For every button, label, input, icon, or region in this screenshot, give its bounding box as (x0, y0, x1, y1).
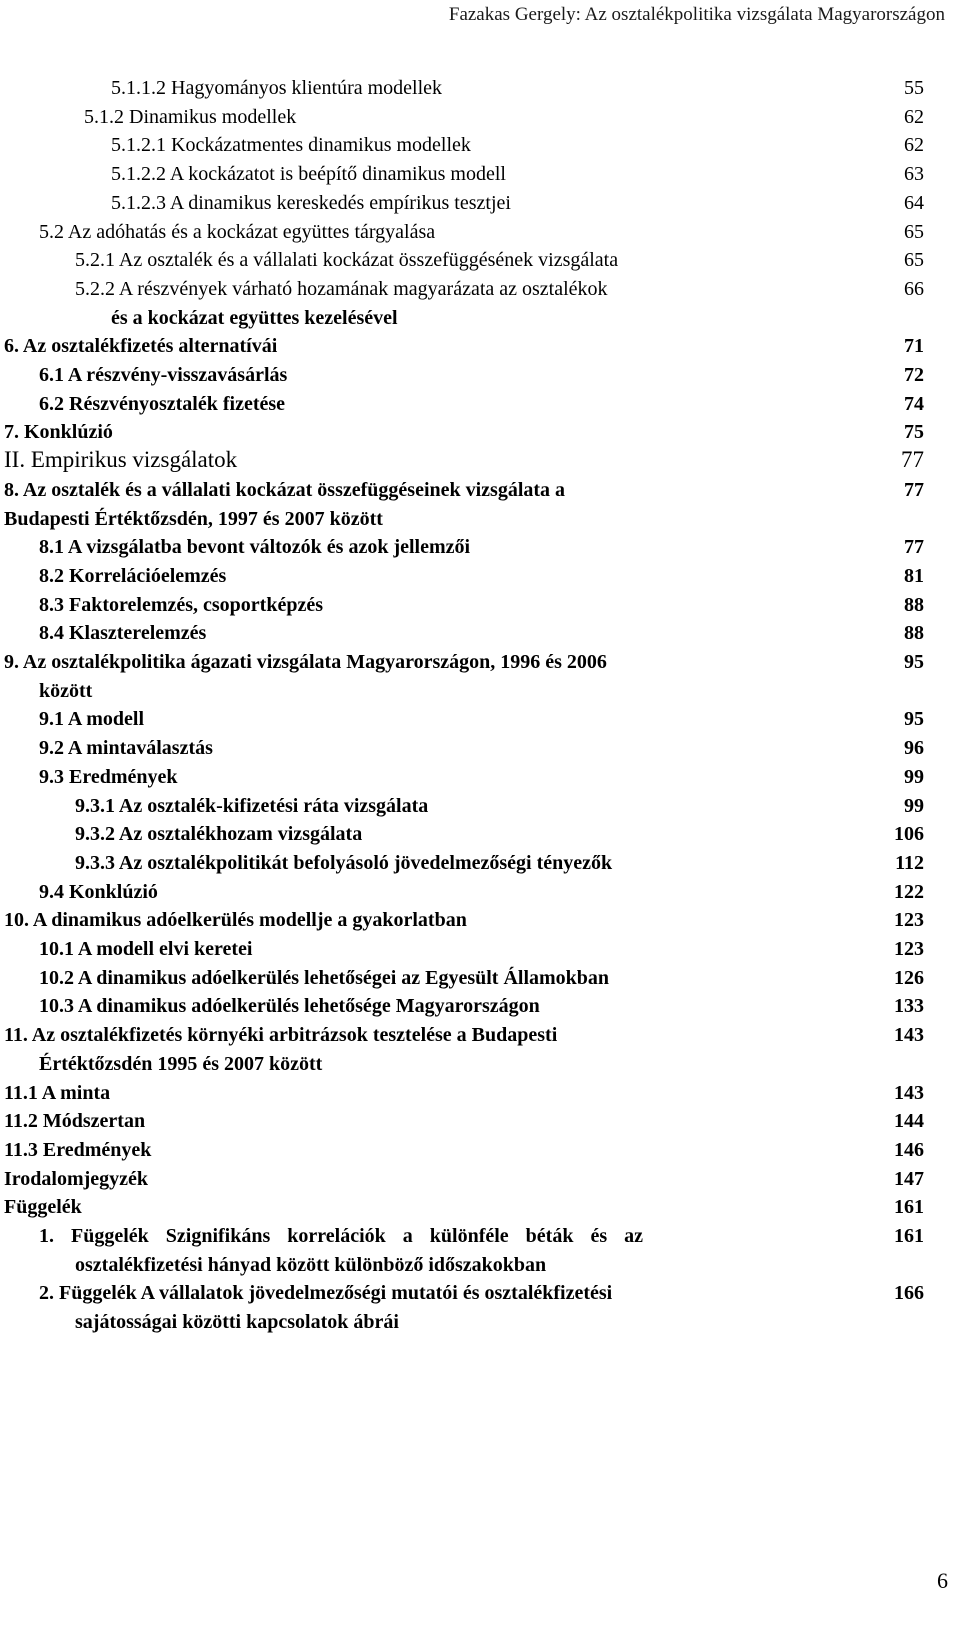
toc-entry-title: 10. A dinamikus adóelkerülés modellje a gyakorlatban (4, 909, 467, 932)
toc-entry (0, 103, 960, 132)
toc-entry-page: 147 (894, 1167, 924, 1190)
toc-entry (0, 304, 960, 333)
toc-entry-page: 143 (894, 1024, 924, 1047)
toc-entry (0, 705, 960, 734)
toc-entry-page: 88 (904, 593, 924, 616)
toc-entry-title: 5.1.2.2 A kockázatot is beépítő dinamikus modell (111, 163, 506, 186)
toc-entry-page: 112 (895, 851, 924, 874)
toc-entry-page: 74 (904, 392, 924, 415)
toc-entry (0, 906, 960, 935)
running-header: Fazakas Gergely: Az osztalékpolitika vizsgálata Magyarországon (448, 4, 945, 25)
toc-entry-title: 10.3 A dinamikus adóelkerülés lehetősége Magyarországon (39, 995, 540, 1018)
toc-entry (0, 1222, 960, 1251)
toc-entry-title: sajátosságai közötti kapcsolatok ábrái (75, 1311, 399, 1334)
toc-entry-page: 143 (894, 1081, 924, 1104)
toc-entry-title: 5.1.1.2 Hagyományos klientúra modellek (111, 77, 443, 99)
toc-entry-page: 77 (904, 536, 924, 559)
toc-entry (0, 734, 960, 763)
toc-entry (0, 1308, 960, 1337)
toc-entry-title: 8.4 Klaszterelemzés (39, 622, 207, 645)
toc-entry-title: 7. Konklúzió (4, 421, 113, 444)
page-number: 6 (937, 1568, 948, 1593)
toc-entry (0, 505, 960, 534)
toc-entry (0, 591, 960, 620)
toc-entry (0, 332, 960, 361)
toc-entry (0, 1193, 960, 1222)
toc-entry (0, 763, 960, 792)
toc-entry-page: 64 (904, 191, 924, 214)
toc-entry (0, 390, 960, 419)
toc-entry-page: 65 (904, 249, 924, 272)
toc-entry-page: 81 (904, 564, 924, 587)
toc-entry-title: 8.1 A vizsgálatba bevont változók és azok jellemzői (39, 536, 471, 559)
toc-entry-title: 9.3 Eredmények (39, 765, 178, 788)
toc-entry (0, 820, 960, 849)
toc-entry-title: 5.1.2.3 A dinamikus kereskedés empírikus tesztjei (111, 191, 511, 214)
toc-entry (0, 74, 960, 103)
toc-entry-title: Értéktőzsdén 1995 és 2007 között (39, 1052, 323, 1075)
toc-entry (0, 361, 960, 390)
toc-entry-title: 8. Az osztalék és a vállalati kockázat összefüggéseinek vizsgálata a (4, 478, 566, 501)
toc-entry-page: 77 (904, 478, 924, 501)
toc-entry (0, 964, 960, 993)
toc-entry-title: 8.3 Faktorelemzés, csoportképzés (39, 593, 324, 616)
toc-entry (0, 131, 960, 160)
toc-entry-page: 75 (904, 421, 924, 444)
toc-entry (0, 476, 960, 505)
toc-entry (0, 1279, 960, 1308)
toc-entry (0, 1021, 960, 1050)
toc-entry-title: Függelék (4, 1196, 82, 1219)
toc-entry-page: 161 (894, 1225, 924, 1247)
toc-entry-title: 9.3.1 Az osztalék-kifizetési ráta vizsgálata (75, 794, 429, 817)
toc-entry (0, 533, 960, 562)
toc-entry (0, 160, 960, 189)
toc-entry (0, 1136, 960, 1165)
toc-entry-title: Irodalomjegyzék (4, 1167, 149, 1190)
toc-entry-title: 6. Az osztalékfizetés alternatívái (4, 335, 278, 358)
toc-entry-title: 9.4 Konklúzió (39, 880, 158, 903)
toc-entry-title: 9.3.2 Az osztalékhozam vizsgálata (75, 823, 363, 846)
toc-entry-page: 72 (904, 364, 924, 386)
toc-entry-page: 144 (894, 1110, 924, 1133)
toc-entry-page: 166 (894, 1282, 924, 1305)
toc-entry (0, 849, 960, 878)
toc-entry-title: 6.2 Részvényosztalék fizetése (39, 392, 286, 415)
toc-entry (0, 878, 960, 907)
toc-entry-title: 5.2.2 A részvények várható hozamának magyarázata az osztalékok (75, 277, 608, 300)
toc-entry-title: 10.2 A dinamikus adóelkerülés lehetőségei az Egyesült Államokban (39, 966, 610, 989)
toc-entry (0, 1165, 960, 1194)
toc-entry-page: 123 (894, 909, 924, 932)
toc-entry-title: 8.2 Korrelációelemzés (39, 564, 227, 587)
toc-entry (0, 648, 960, 677)
toc-entry-title: 11.1 A minta (4, 1081, 111, 1104)
toc-entry-title: 5.1.2.1 Kockázatmentes dinamikus modellek (111, 134, 471, 157)
toc-entry (0, 418, 960, 447)
toc-entry-title: II. Empirikus vizsgálatok (4, 447, 238, 473)
toc-entry-title: között (39, 679, 93, 702)
toc-entry-title: és a kockázat együttes kezelésével (111, 306, 398, 329)
toc-entry (0, 1107, 960, 1136)
toc-entry-title: 5.2 Az adóhatás és a kockázat együttes tárgyalása (39, 220, 436, 243)
toc-entry (0, 1251, 960, 1280)
toc-entry-page: 99 (904, 794, 924, 817)
toc-entry (0, 189, 960, 218)
toc-entry-page: 95 (904, 651, 924, 673)
toc-entry-title: 11. Az osztalékfizetés környéki arbitrázsok tesztelése a Budapesti (4, 1024, 558, 1047)
toc-entry (0, 619, 960, 648)
toc-entry-page: 55 (904, 77, 924, 99)
toc-entry-title: 9.3.3 Az osztalékpolitikát befolyásoló jövedelmezőségi tényezők (75, 851, 613, 874)
toc-entry-title: 9. Az osztalékpolitika ágazati vizsgálata Magyarországon, 1996 és 2006 (4, 651, 607, 673)
toc-entry-page: 66 (904, 277, 924, 300)
toc-entry-page: 63 (904, 163, 924, 186)
toc-entry-page: 77 (901, 447, 924, 473)
toc-entry-page: 99 (904, 765, 924, 788)
toc-entry-title: 2. Függelék A vállalatok jövedelmezőségi mutatói és osztalékfizetési (39, 1282, 613, 1305)
toc-entry-page: 62 (904, 105, 924, 128)
toc-entry-title: 6.1 A részvény-visszavásárlás (39, 364, 288, 386)
toc-entry-page: 126 (894, 966, 924, 989)
toc-entry (0, 1079, 960, 1108)
toc-entry (0, 992, 960, 1021)
toc-entry-page: 122 (894, 880, 924, 903)
toc-entry-title: 1. Függelék Szignifikáns korrelációk a különféle béták és az (39, 1225, 643, 1247)
toc-entry-title: Budapesti Értéktőzsdén, 1997 és 2007 között (4, 507, 383, 530)
toc-entry (0, 218, 960, 247)
toc-entry-page: 88 (904, 622, 924, 645)
toc-entry-page: 96 (904, 737, 924, 760)
toc-entry (0, 445, 960, 474)
toc-entry-page: 65 (904, 220, 924, 243)
toc-entry-page: 133 (894, 995, 924, 1018)
toc-entry (0, 935, 960, 964)
toc-entry (0, 246, 960, 275)
toc-entry-page: 95 (904, 708, 924, 731)
toc-entry (0, 677, 960, 706)
toc-entry-title: 10.1 A modell elvi keretei (39, 938, 253, 960)
toc-entry (0, 275, 960, 304)
toc-entry-page: 106 (894, 823, 924, 846)
toc-entry-title: 5.1.2 Dinamikus modellek (84, 105, 297, 128)
toc-entry-title: 9.1 A modell (39, 708, 145, 731)
toc-entry-page: 161 (894, 1196, 924, 1219)
toc-entry-title: 5.2.1 Az osztalék és a vállalati kockázat összefüggésének vizsgálata (75, 249, 619, 272)
toc-entry-page: 123 (894, 938, 924, 960)
toc-entry-page: 71 (904, 335, 924, 358)
toc-entry (0, 792, 960, 821)
toc-entry-title: osztalékfizetési hányad között különböző időszakokban (75, 1253, 547, 1276)
toc-entry-title: 11.2 Módszertan (4, 1110, 146, 1133)
toc-entry-page: 62 (904, 134, 924, 157)
toc-entry-title: 11.3 Eredmények (4, 1138, 152, 1161)
toc-entry-title: 9.2 A mintaválasztás (39, 737, 213, 760)
toc-entry (0, 1050, 960, 1079)
toc-entry (0, 562, 960, 591)
toc-entry-page: 146 (894, 1138, 924, 1161)
